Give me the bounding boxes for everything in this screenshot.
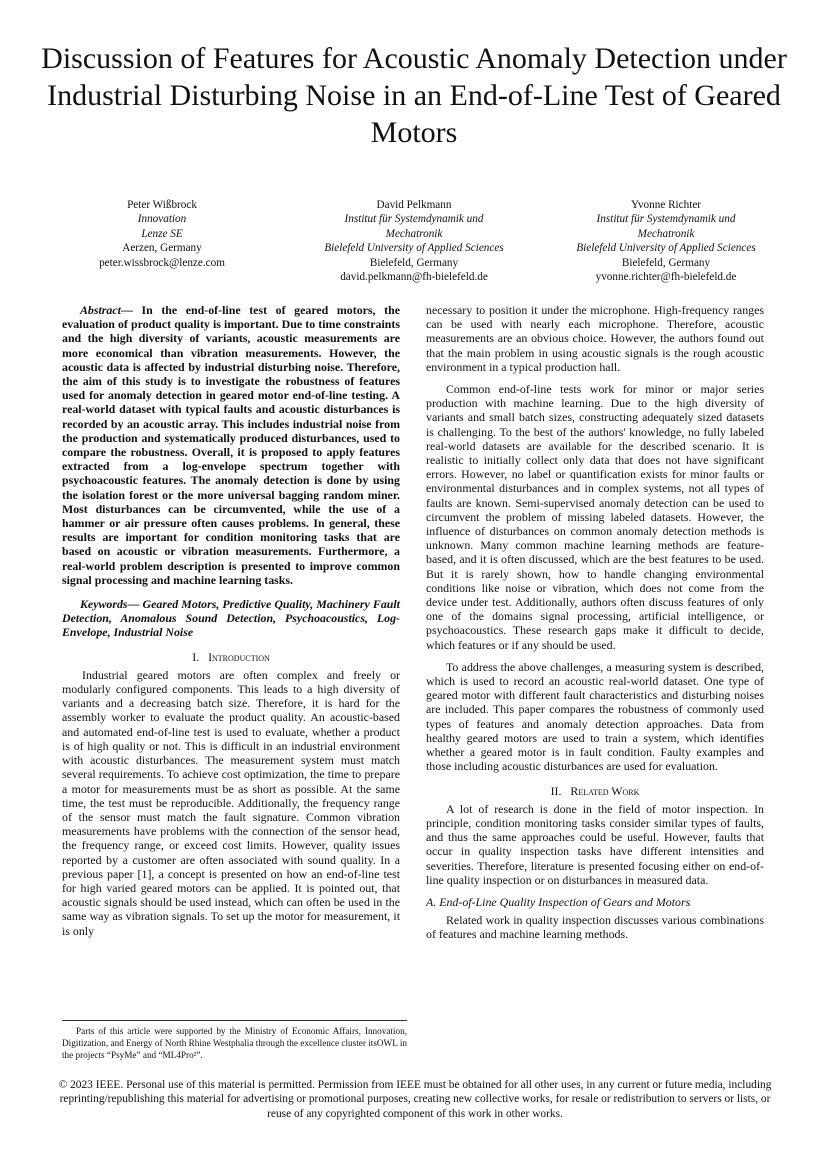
author-affiliation: Bielefeld University of Applied Sciences bbox=[576, 242, 756, 255]
author-email: yvonne.richter@fh-bielefeld.de bbox=[595, 271, 737, 284]
author-block-3 bbox=[552, 198, 780, 284]
author-email: peter.wissbrock@lenze.com bbox=[99, 256, 225, 269]
author-name: Yvonne Richter bbox=[630, 199, 702, 211]
abstract-text: In the end-of-line test of geared motors, the evaluation of product quality is important. Due to time constraints and the high diversity of variants, acoustic measurements are more economical than vibration measurements. However, the acoustic data is affected by industrial disturbing noise. Therefore, the aim of this study is to investigate the robustness of features used for anomaly detection in geared motor end-of-line testing. A real-world dataset with typical faults and acoustic disturbances is recorded by an acoustic array. This includes industrial noise from the production and systematically produced disturbances, used to compare the robustness. Overall, it is proposed to apply features extracted from a log-envelope spectrum together with psychoacoustic features. The anomaly detection is done by using the isolation forest or the more universal bagging random miner. Most disturbances can be circumvented, while the use of a hammer or air pressure often causes problems. In general, these results are important for condition monitoring tasks that are based on acoustic or vibration measurements. Furthermore, a real-world problem description is presented to improve common signal processing and machine learning tasks. bbox=[62, 303, 400, 587]
author-affiliation: Innovation bbox=[137, 213, 187, 226]
paper-title: Discussion of Features for Acoustic Anomaly Detection under Industrial Disturbing Noise in an End-of-Line Test of Geared Motors bbox=[41, 42, 787, 149]
author-name: Peter Wißbrock bbox=[127, 199, 197, 211]
author-location: Bielefeld, Germany bbox=[369, 256, 459, 269]
author-location: Aerzen, Germany bbox=[122, 242, 202, 255]
paragraph: To address the above challenges, a measuring system is described, which is used to record an acoustic real-world dataset. One type of geared motor with different fault characteristics and disturbing noises are included. This paper compares the robustness of commonly used types of features and anomaly detection approaches. Data from healthy geared motors are used to train a system, which identifies whether a geared motor is in fault condition. Faulty examples and those including acoustic disturbances are used for evaluation. bbox=[426, 659, 764, 774]
section-title: Introduction bbox=[208, 649, 270, 664]
subsection-heading: A. End-of-Line Quality Inspection of Gears and Motors bbox=[426, 894, 691, 909]
paragraph: necessary to position it under the microphone. High-frequency ranges can be used with nearly each microphone. Therefore, acoustic measurements are an obvious choice. However, the authors found out that the main problem in using acoustic signals is the rough acoustic environment in a typical production hall. bbox=[426, 303, 764, 374]
abstract-label: Abstract bbox=[80, 303, 121, 317]
section-heading-related-work bbox=[426, 784, 764, 798]
author-affiliation: Mechatronik bbox=[385, 227, 443, 240]
paragraph: A lot of research is done in the field of motor inspection. In principle, condition monitoring tasks consider similar types of faults, and thus the same approaches could be useful. However, faults that occur in quality inspection tasks have different intensities and severities. Therefore, literature is presented focusing either on end-of-line quality inspection or on disturbances in measured data. bbox=[426, 801, 764, 887]
section-number: I. bbox=[192, 649, 200, 664]
author-block-1 bbox=[62, 198, 262, 270]
author-affiliation: Institut für Systemdynamik und bbox=[596, 213, 736, 226]
keywords: Keywords— Geared Motors, Predictive Quality, Machinery Fault Detection, Anomalous Sound Detection, Psychoacoustics, Log-Envelope, Industrial Noise bbox=[62, 597, 400, 640]
author-email: david.pelkmann@fh-bielefeld.de bbox=[340, 271, 488, 284]
paragraph: Related work in quality inspection discusses various combinations of features and machine learning methods. bbox=[426, 913, 764, 942]
section-number: II. bbox=[550, 783, 562, 798]
paragraph: Common end-of-line tests work for minor or major series production with machine learning. Due to the high diversity of variants and small batch sizes, constructing adequately sized datasets is challenging. To the best of the authors' knowledge, no fully labeled real-world datasets are available for the described scenario. It is realistic to initially collect only data that does not have significant errors. However, no label or quantification exists for minor faults or environmental disturbances and in complex systems, not all types of faults are known. Semi-supervised anomaly detection can be used to circumvent the problem of missing labeled datasets. However, the influence of disturbances on common anomaly detection methods is unknown. Many common machine learning methods are feature-based, and it is often discussed, which are the best features to be used. But it is rarely shown, how to handle changing environmental conditions like noise or vibration, which does not come from the device under test. Additionally, authors often discuss features of only one of the domains signal processing, artificial intelligence, or psychoacoustics. These research gaps make it difficult to decide, which features or if any should be used. bbox=[426, 382, 764, 652]
author-name: David Pelkmann bbox=[376, 199, 452, 211]
copyright-notice: © 2023 IEEE. Personal use of this material is permitted. Permission from IEEE must be obtained for all other uses, in any current or future media, including reprinting/republishing this material for advertising or promotional purposes, creating new collective works, for resale or redistribution to servers or lists, or reuse of any copyrighted component of this work in other works. bbox=[58, 1079, 772, 1120]
paragraph: Industrial geared motors are often complex and freely or modularly configured components. This leads to a high diversity of variants and a decreasing batch size. Therefore, it is hard for the assembly worker to evaluate the product quality. An acoustic-based and automated end-of-line test is used to evaluate, whether a product is of high quality or not. This is difficult in an industrial environment with acoustic disturbances. The measurement system must match several requirements. To achieve cost optimization, the time to prepare a motor for measurements must be as short as possible. At the same time, the test must be reproducible. Additionally, the frequency range of the sensor must match the fault signature. Common vibration measurements have problems with the connection of the sensor head, the frequency range, or exceed cost limits. However, quality issues reported by a customer are often associated with sound quality. In a previous paper [1], a concept is presented on how an end-of-line test for high varied geared motors can be applied. It is pointed out, that acoustic signals should be used instead, which can often be used in the same way as vibration signals. To set up the motor for measurement, it is only bbox=[62, 667, 400, 938]
abstract bbox=[62, 303, 400, 587]
left-column bbox=[62, 303, 400, 946]
author-affiliation: Lenze SE bbox=[141, 227, 183, 240]
abstract-dash: — bbox=[120, 303, 133, 317]
author-block-2 bbox=[300, 198, 528, 284]
author-location: Bielefeld, Germany bbox=[621, 256, 711, 269]
footnote: Parts of this article were supported by the Ministry of Economic Affairs, Innovation, Digitization, and Energy of North Rhine Westphalia through the excellence cluster itsOWL in the projects “PsyMe” and “ML4Pro²”. bbox=[62, 1020, 407, 1061]
author-affiliation: Institut für Systemdynamik und bbox=[344, 213, 484, 226]
author-affiliation: Mechatronik bbox=[637, 227, 695, 240]
section-heading-introduction bbox=[62, 650, 400, 664]
right-column bbox=[426, 303, 764, 950]
section-title: Related Work bbox=[570, 783, 640, 798]
author-affiliation: Bielefeld University of Applied Sciences bbox=[324, 242, 504, 255]
